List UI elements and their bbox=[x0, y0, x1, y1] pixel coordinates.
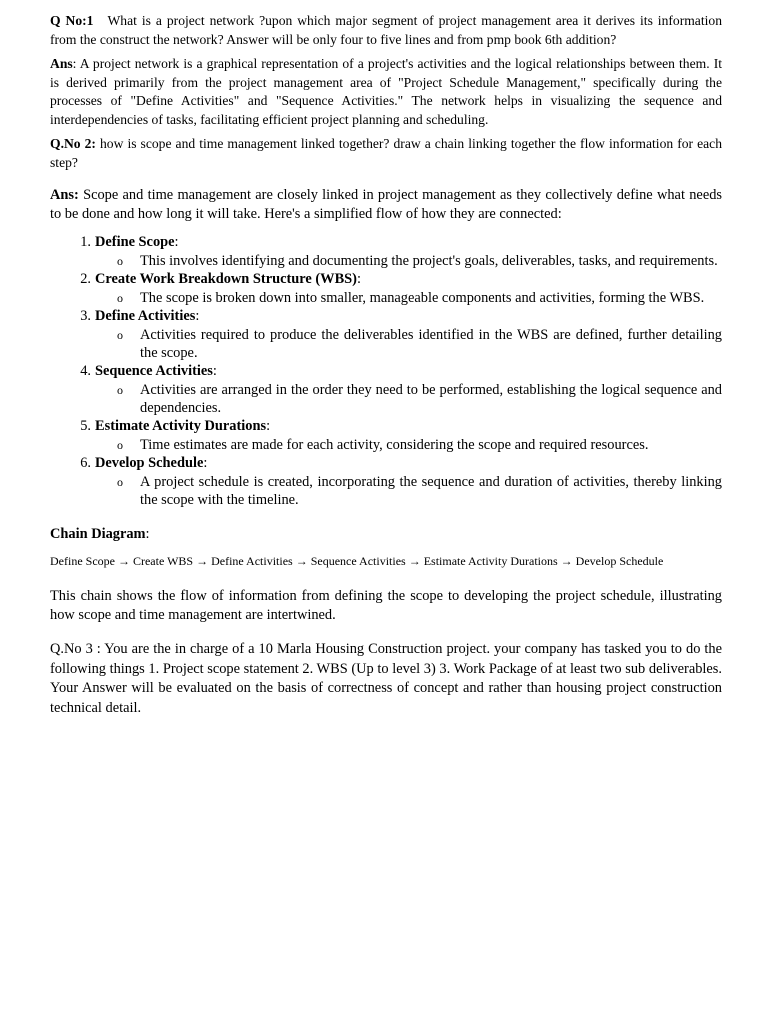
question-1-text: What is a project network ?upon which major segment of project management area it derives its information from the construct the network? Answer will be only four to five lines and from pmp book 6th addition? bbox=[50, 13, 722, 47]
bullet-icon: o bbox=[117, 383, 123, 397]
list-item: 5. Estimate Activity Durations: o Time estimates are made for each activity, considering the scope and required resources. bbox=[95, 417, 722, 454]
question-1 bbox=[50, 12, 722, 49]
step-detail: o Activities required to produce the deliverables identified in the WBS are defined, further detailing the scope. bbox=[117, 327, 722, 361]
bullet-icon: o bbox=[117, 438, 123, 452]
answer-2 bbox=[50, 186, 722, 223]
question-3: Q.No 3 : You are the in charge of a 10 Marla Housing Construction project. your company has tasked you to do the following things 1. Project scope statement 2. WBS (Up to level 3) 3. Work Package of at least two sub deliverables. Your Answer will be evaluated on the basis of correctness of concept and rather than housing project construction technical detail. bbox=[50, 641, 722, 716]
question-1-label: Q No:1 bbox=[50, 13, 94, 28]
answer-2-text: Scope and time management are closely linked in project management as they collectively define what needs to be done and how long it will take. Here's a simplified flow of how they are connected: bbox=[50, 187, 722, 222]
step-detail: o The scope is broken down into smaller, manageable components and activities, forming the WBS. bbox=[117, 290, 705, 306]
chain-diagram: Define Scope → Create WBS → Define Activities → Sequence Activities → Estimate Activity Durations → Develop Schedule bbox=[50, 554, 664, 568]
list-item: 4. Sequence Activities: o Activities are arranged in the order they need to be performed, establishing the logical sequence and dependencies. bbox=[95, 362, 722, 417]
step-detail: o Time estimates are made for each activity, considering the scope and required resources. bbox=[117, 437, 649, 453]
step-detail: o A project schedule is created, incorporating the sequence and duration of activities, thereby linking the scope with the timeline. bbox=[117, 474, 722, 508]
step-number: 4. bbox=[80, 363, 91, 379]
step-number: 3. bbox=[80, 308, 91, 324]
list-item: 1. Define Scope: o This involves identifying and documenting the project's goals, deliverables, tasks, and requirements. bbox=[95, 233, 722, 270]
question-2 bbox=[50, 135, 722, 172]
bullet-icon: o bbox=[117, 291, 123, 305]
answer-2-label: Ans: bbox=[50, 187, 79, 203]
answer-1 bbox=[50, 55, 722, 129]
step-number: 1. bbox=[80, 234, 91, 250]
bullet-icon: o bbox=[117, 254, 123, 268]
step-title: Define Activities bbox=[95, 308, 196, 324]
step-title: Define Scope bbox=[95, 234, 175, 250]
step-number: 5. bbox=[80, 418, 91, 434]
list-item: 6. Develop Schedule: o A project schedule is created, incorporating the sequence and duration of activities, thereby linking the scope with the timeline. bbox=[95, 454, 722, 509]
chain-summary: This chain shows the flow of information from defining the scope to developing the project schedule, illustrating how scope and time management are intertwined. bbox=[50, 588, 722, 623]
step-detail: o This involves identifying and documenting the project's goals, deliverables, tasks, and requirements. bbox=[117, 253, 718, 269]
list-item: 2. Create Work Breakdown Structure (WBS): o The scope is broken down into smaller, manageable components and activities, forming the WBS. bbox=[95, 270, 722, 307]
question-2-text: how is scope and time management linked together? draw a chain linking together the flow information for each step? bbox=[50, 136, 722, 170]
answer-1-text: : A project network is a graphical representation of a project's activities and the logical relationships between them. It is derived primarily from the project management area of "Project Schedule Management," specifically during the processes of "Define Activities" and "Sequence Activities." The network helps in visualizing the sequence and interdependencies of tasks, facilitating efficient project planning and scheduling. bbox=[50, 56, 722, 127]
step-number: 2. bbox=[80, 271, 91, 287]
question-2-label: Q.No 2: bbox=[50, 136, 96, 151]
step-number: 6. bbox=[80, 455, 91, 471]
chain-diagram-heading: Chain Diagram: bbox=[50, 526, 150, 542]
step-detail: o Activities are arranged in the order they need to be performed, establishing the logical sequence and dependencies. bbox=[117, 382, 722, 416]
answer-1-label: Ans bbox=[50, 56, 73, 71]
step-title: Create Work Breakdown Structure (WBS) bbox=[95, 271, 357, 287]
step-title: Sequence Activities bbox=[95, 363, 213, 379]
step-title: Develop Schedule bbox=[95, 455, 204, 471]
step-title: Estimate Activity Durations bbox=[95, 418, 267, 434]
bullet-icon: o bbox=[117, 475, 123, 489]
steps-list bbox=[50, 233, 722, 509]
list-item: 3. Define Activities: o Activities required to produce the deliverables identified in the WBS are defined, further detailing the scope. bbox=[95, 307, 722, 362]
bullet-icon: o bbox=[117, 328, 123, 342]
